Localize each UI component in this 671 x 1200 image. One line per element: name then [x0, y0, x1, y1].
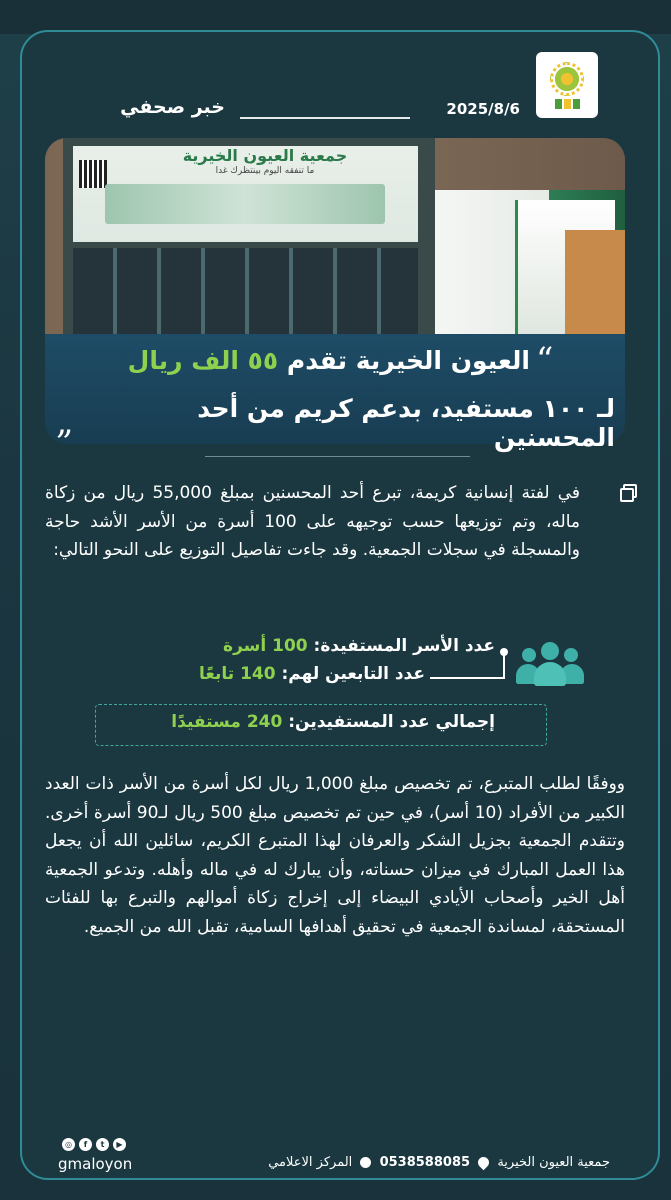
stats-connector: [503, 652, 505, 678]
footer-contact: [240, 1155, 610, 1170]
families-label: عدد الأسر المستفيدة:: [307, 636, 495, 656]
social-handle[interactable]: gmaloyon: [58, 1155, 133, 1173]
news-kind-label: خبر صحفي: [120, 96, 225, 118]
qr-code-icon: [79, 160, 107, 188]
youtube-icon[interactable]: ▶: [113, 1138, 126, 1151]
instagram-icon[interactable]: ◎: [62, 1138, 75, 1151]
footer-org-name: جمعية العيون الخيرية: [497, 1155, 610, 1170]
news-photo: [45, 138, 625, 334]
people-icon: [516, 640, 584, 686]
intro-paragraph: في لفتة إنسانية كريمة، تبرع أحد المحسنين بمبلغ 55,000 ريال من زكاة ماله، وتم توزيعها حسب توجيهه على 100 أسرة من الأسر الأشد حاجة والمسجلة في سجلات الجمعية. وقد جاءت تفاصيل التوزيع على النحو التالي:: [45, 483, 581, 560]
facebook-icon[interactable]: f: [79, 1138, 92, 1151]
sign-subtitle: ما تنفقه اليوم بينتظرك غدا: [215, 166, 315, 176]
document-icon: [620, 484, 638, 502]
headline-divider: [205, 456, 470, 457]
headline-prefix: العيون الخيرية تقدم: [278, 346, 530, 375]
total-stat: [100, 712, 495, 732]
dependents-stat: [100, 664, 425, 684]
total-value: 240 مستفيدًا: [171, 712, 283, 732]
second-paragraph: ووفقًا لطلب المتبرع، تم تخصيص مبلغ 1,000 ريال لكل أسرة من الأسر ذات العدد الكبير من الأفراد (10 أسر)، في حين تم تخصيص مبلغ 500 ريال لـ90 أسرة أخرى. وتتقدم الجمعية بجزيل الشكر والعرفان لهذا المتبرع الكريم، سائلين الله أن يجعل هذا العمل المبارك في ميزان حسناته، وأن يبارك له في ماله وأهله. وتدعو الجمعية أهل الخير وأصحاب الأيادي البيضاء إلى إخراج زكاة أموالهم والتبرع بها للفئات المستحقة، لمساندة الجمعية في تحقيق أهدافها السامية، تقبل الله من الجميع.: [45, 774, 625, 937]
quote-close-icon: „: [56, 402, 74, 442]
logo-icon: [536, 52, 598, 118]
dependents-label: عدد التابعين لهم:: [275, 664, 425, 684]
location-icon: [476, 1155, 492, 1171]
sign-title: جمعية العيون الخيرية: [182, 146, 348, 165]
headline-line-2: لـ ١٠٠ مستفيد، بدعم كريم من أحد المحسنين: [197, 394, 615, 452]
headline-amount: ٥٥ الف ريال: [127, 346, 279, 375]
headline-line-1: [70, 346, 530, 375]
stats-connector-h: [430, 677, 505, 679]
families-stat: [140, 636, 495, 656]
top-bar: [0, 0, 671, 34]
news-date: 2025/8/6: [446, 100, 520, 118]
footer-phone[interactable]: 0538588085: [379, 1155, 471, 1170]
total-label: إجمالي عدد المستفيدين:: [282, 712, 495, 732]
cardboard-box: [565, 230, 625, 334]
phone-icon: [360, 1157, 371, 1168]
social-icons: [62, 1138, 126, 1151]
footer-media-center: المركز الاعلامي: [268, 1155, 353, 1170]
dependents-value: 140 تابعًا: [199, 664, 276, 684]
calligraphy-banner: [105, 184, 385, 224]
quote-open-icon: “: [536, 340, 554, 380]
families-value: 100 أسرة: [223, 636, 308, 656]
header-divider: [240, 117, 410, 119]
twitter-icon[interactable]: t: [96, 1138, 109, 1151]
storefront-windows: [73, 248, 418, 334]
